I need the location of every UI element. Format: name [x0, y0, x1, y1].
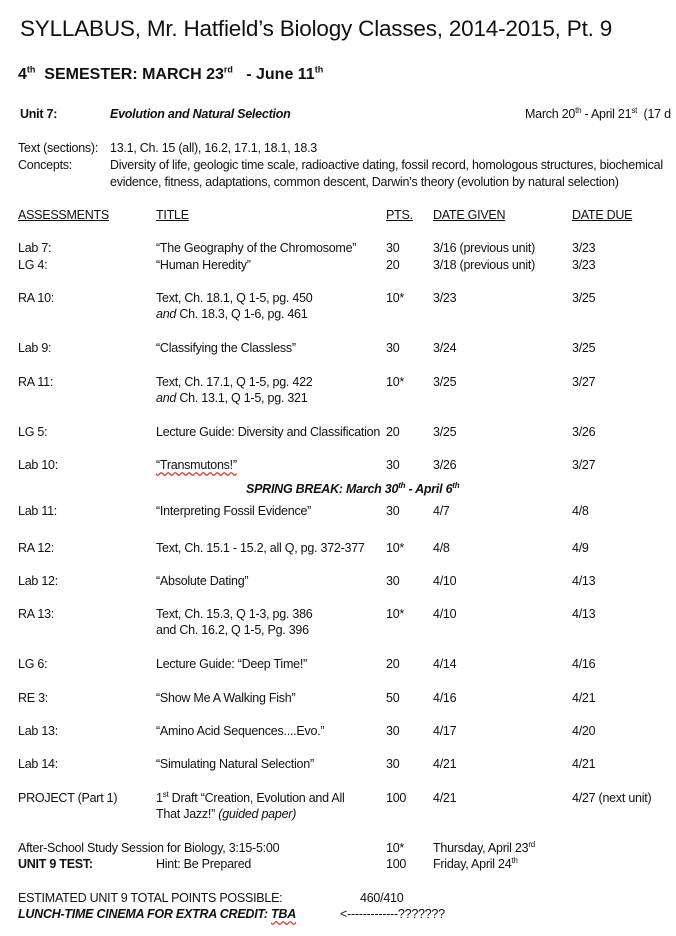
unit-name: Evolution and Natural Selection	[110, 107, 291, 121]
table-row-points: 100	[386, 791, 407, 805]
table-row-title: Lecture Guide: Diversity and Classification	[156, 425, 381, 439]
table-row-assessment: LG 6:	[18, 657, 48, 671]
table-row-title: Lecture Guide: “Deep Time!”	[156, 657, 307, 671]
table-row-date-given: 4/8	[433, 541, 450, 555]
table-row-title: Text, Ch. 15.1 - 15.2, all Q, pg. 372-377	[156, 541, 365, 555]
table-row-title: “Simulating Natural Selection”	[156, 757, 314, 771]
table-row-points: 10*	[386, 375, 405, 389]
header-assessments: ASSESSMENTS	[18, 208, 110, 222]
title-continuation: Ch. 18.3, Q 1-6, pg. 461	[176, 307, 308, 321]
title-note: (guided paper)	[218, 807, 297, 821]
table-row-assessment: RE 3:	[18, 691, 49, 705]
title-text: Draft “Creation, Evolution and All	[168, 791, 345, 805]
table-row-date-due: 4/21	[572, 757, 596, 771]
table-row-assessment: Lab 11:	[18, 504, 58, 518]
table-row-title: “Show Me A Walking Fish”	[156, 691, 296, 705]
study-session-label: After-School Study Session for Biology, 3:15-5:00	[18, 841, 280, 855]
table-row-date-given: 3/16 (previous unit)	[433, 241, 536, 255]
table-row-date-due: 4/13	[572, 607, 596, 621]
study-session-points: 10*	[386, 841, 405, 855]
cinema-tba: TBA	[271, 907, 296, 921]
table-row-title	[156, 457, 237, 473]
table-row-title: “Human Heredity”	[156, 258, 251, 272]
semester-start-suffix: rd	[223, 64, 233, 75]
table-row-title: Text, Ch. 17.1, Q 1-5, pg. 422	[156, 375, 313, 389]
table-row-assessment: Lab 9:	[18, 341, 52, 355]
table-row-date-given: 4/16	[433, 691, 457, 705]
table-row-points: 30	[386, 241, 400, 255]
semester-range: - June 11	[246, 66, 315, 83]
table-row-points: 30	[386, 574, 400, 588]
total-points-label: ESTIMATED UNIT 9 TOTAL POINTS POSSIBLE:	[18, 891, 283, 905]
table-row-date-given: 4/21	[433, 757, 457, 771]
cinema-line	[18, 906, 296, 922]
table-row-points: 20	[386, 425, 400, 439]
table-row-date-given: 3/23	[433, 291, 457, 305]
text-sections-label: Text (sections):	[18, 141, 99, 155]
table-row-date-due: 4/20	[572, 724, 596, 738]
text-sections: 13.1, Ch. 15 (all), 16.2, 17.1, 18.1, 18.3	[110, 141, 318, 155]
table-row-date-due: 4/9	[572, 541, 589, 555]
table-row-date-due: 4/8	[572, 504, 589, 518]
unit-test-points: 100	[386, 857, 407, 871]
cinema-arrow: <-------------???????	[340, 907, 445, 921]
unit-dates-start: March 20	[525, 107, 576, 121]
concepts-line-1: Diversity of life, geologic time scale, radioactive dating, fossil record, homologous structures, biochemical	[110, 158, 663, 172]
table-row-title: “Absolute Dating”	[156, 574, 249, 588]
cinema-label: LUNCH-TIME CINEMA FOR EXTRA CREDIT:	[18, 907, 268, 921]
table-row-points: 10*	[386, 541, 405, 555]
table-row-date-given: 3/24	[433, 341, 457, 355]
table-row-title: “Classifying the Classless”	[156, 341, 296, 355]
table-row-date-due: 4/13	[572, 574, 596, 588]
table-row-title-line-2	[156, 306, 307, 322]
concepts-label: Concepts:	[18, 158, 73, 172]
table-row-title-line-2: and Ch. 16.2, Q 1-5, Pg. 396	[156, 623, 309, 637]
table-row-title: Text, Ch. 15.3, Q 1-3, pg. 386	[156, 607, 313, 621]
table-row-assessment: RA 11:	[18, 375, 54, 389]
header-date-given: DATE GIVEN	[433, 208, 506, 222]
table-row-points: 30	[386, 504, 400, 518]
study-session-date	[433, 840, 535, 856]
table-row-date-due: 4/16	[572, 657, 596, 671]
table-row-date-given: 4/7	[433, 504, 450, 518]
table-row-points: 30	[386, 458, 400, 472]
table-row-assessment: Lab 13:	[18, 724, 58, 738]
spring-break-end: - April 6	[405, 482, 453, 496]
table-row-date-due: 3/27	[572, 375, 596, 389]
unit-dates-start-suffix: th	[575, 105, 582, 115]
table-row-points: 20	[386, 657, 400, 671]
title-text: “Transmutons!”	[156, 458, 237, 472]
table-row-points: 20	[386, 258, 400, 272]
table-row-title-line-2	[156, 390, 307, 406]
unit-dates	[525, 106, 671, 122]
unit-test-date	[433, 856, 518, 872]
table-row-points: 10*	[386, 607, 405, 621]
table-row-date-due: 3/27	[572, 458, 596, 472]
and-word: and	[156, 391, 177, 405]
table-row-assessment: RA 12:	[18, 541, 55, 555]
draft-number-suffix: st	[162, 789, 169, 799]
concepts-line-2: evidence, fitness, adaptations, common descent, Darwin’s theory (evolution by natural selection)	[110, 175, 619, 189]
header-date-due: DATE DUE	[572, 208, 633, 222]
table-row-date-due: 3/26	[572, 425, 596, 439]
table-row-date-given: 4/10	[433, 574, 457, 588]
unit-dates-end: - April 21	[581, 107, 632, 121]
table-row-date-due: 3/23	[572, 241, 596, 255]
unit-dates-end-suffix: st	[631, 105, 638, 115]
unit-test-label: UNIT 9 TEST:	[18, 857, 93, 871]
study-date-text: Thursday, April 23	[433, 841, 529, 855]
semester-number-suffix: th	[26, 64, 36, 75]
spring-break-banner	[246, 481, 459, 497]
table-row-assessment: RA 10:	[18, 291, 55, 305]
table-row-points: 30	[386, 341, 400, 355]
table-row-assessment: Lab 14:	[18, 757, 58, 771]
table-row-date-due: 3/23	[572, 258, 596, 272]
table-row-date-due: 4/21	[572, 691, 596, 705]
table-row-title: “Amino Acid Sequences....Evo.”	[156, 724, 325, 738]
table-row-points: 50	[386, 691, 400, 705]
unit-days: (17 d	[643, 107, 671, 121]
table-row-assessment: LG 5:	[18, 425, 48, 439]
table-row-date-given: 4/21	[433, 791, 457, 805]
table-row-date-given: 4/14	[433, 657, 457, 671]
and-word: and	[156, 307, 177, 321]
table-row-assessment: Lab 7:	[18, 241, 52, 255]
study-date-suffix: rd	[528, 839, 535, 849]
spring-break-end-suffix: th	[452, 480, 460, 490]
table-row-date-given: 4/10	[433, 607, 457, 621]
test-date-suffix: th	[511, 855, 518, 865]
semester-end-suffix: th	[314, 64, 324, 75]
table-row-points: 10*	[386, 291, 405, 305]
table-row-date-given: 3/18 (previous unit)	[433, 258, 536, 272]
semester-number: 4	[18, 66, 27, 83]
unit-test-hint: Hint: Be Prepared	[156, 857, 252, 871]
table-row-date-due: 4/27 (next unit)	[572, 791, 652, 805]
title-continuation: That Jazz!”	[156, 807, 219, 821]
unit-label: Unit 7:	[20, 107, 58, 121]
table-row-points: 30	[386, 757, 400, 771]
header-pts: PTS.	[386, 208, 413, 222]
spring-break-start: SPRING BREAK: March 30	[246, 482, 399, 496]
table-row-title: “The Geography of the Chromosome”	[156, 241, 357, 255]
table-row-date-given: 4/17	[433, 724, 457, 738]
page-title: SYLLABUS, Mr. Hatfield’s Biology Classes, 2014-2015, Pt. 9	[20, 16, 613, 41]
title-continuation: Ch. 13.1, Q 1-5, pg. 321	[176, 391, 308, 405]
test-date-text: Friday, April 24	[433, 857, 512, 871]
table-row-date-given: 3/25	[433, 425, 457, 439]
table-row-date-given: 3/26	[433, 458, 457, 472]
table-row-assessment: Lab 12:	[18, 574, 58, 588]
table-row-assessment: LG 4:	[18, 258, 48, 272]
semester-label: SEMESTER: MARCH 23	[44, 66, 224, 83]
table-row-title-line-2	[156, 806, 296, 822]
spring-break-start-suffix: th	[398, 480, 406, 490]
table-row-assessment: RA 13:	[18, 607, 55, 621]
total-points-value: 460/410	[360, 891, 404, 905]
table-row-date-due: 3/25	[572, 291, 596, 305]
table-row-assessment: Lab 10:	[18, 458, 58, 472]
table-row-title	[156, 790, 345, 806]
table-row-date-due: 3/25	[572, 341, 596, 355]
draft-number: 1	[156, 791, 163, 805]
table-row-title: “Interpreting Fossil Evidence”	[156, 504, 312, 518]
table-row-assessment: PROJECT (Part 1)	[18, 791, 118, 805]
table-row-title: Text, Ch. 18.1, Q 1-5, pg. 450	[156, 291, 313, 305]
table-row-points: 30	[386, 724, 400, 738]
table-row-date-given: 3/25	[433, 375, 457, 389]
header-title: TITLE	[156, 208, 189, 222]
semester-heading	[18, 66, 323, 84]
